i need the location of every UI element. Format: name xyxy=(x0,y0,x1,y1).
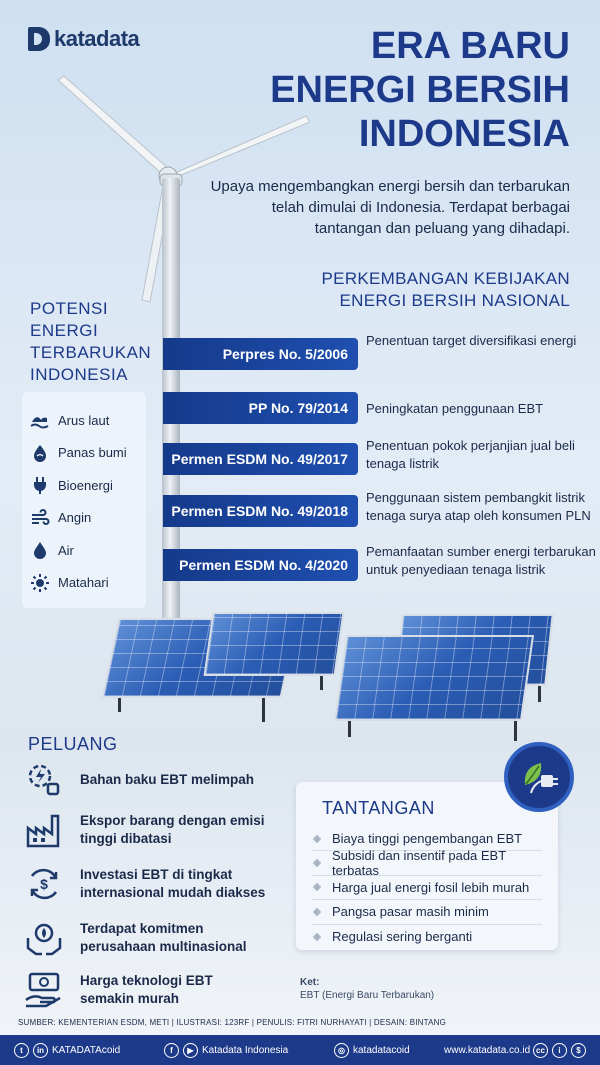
peluang-text: Bahan baku EBT melimpah xyxy=(80,772,255,787)
panel-leg xyxy=(514,721,517,741)
policy-desc: Peningkatan penggunaan EBT xyxy=(366,401,544,416)
money-hand-icon xyxy=(24,970,64,1010)
website-link[interactable] xyxy=(444,1045,530,1056)
license-icons xyxy=(533,1043,586,1058)
eco-plug-badge xyxy=(504,742,574,812)
potensi-item xyxy=(30,469,138,502)
cc-icon: cc xyxy=(533,1043,548,1058)
tantangan-text: Biaya tinggi pengembangan EBT xyxy=(332,831,523,847)
potensi-label: Air xyxy=(58,542,74,558)
policy-desc: Pemanfaatan sumber energi terbarukan untuk penyediaan tenaga listrik xyxy=(366,544,596,577)
peluang-item xyxy=(24,864,284,904)
note-text: EBT (Energi Baru Terbarukan) xyxy=(300,990,435,1001)
tantangan-item xyxy=(312,900,542,924)
potensi-item xyxy=(30,404,138,437)
policy-tag: Perpres No. 5/2006 xyxy=(163,338,358,370)
note xyxy=(300,976,434,1002)
policy-tag: Permen ESDM No. 49/2018 xyxy=(163,495,358,527)
footer-bar xyxy=(0,1035,600,1065)
panel-leg xyxy=(538,686,541,702)
peluang-item xyxy=(24,970,284,1010)
bullet-icon xyxy=(313,883,321,891)
social-twitter-linkedin[interactable] xyxy=(14,1043,144,1058)
peluang-item xyxy=(24,810,284,850)
youtube-icon: ▶ xyxy=(183,1043,198,1058)
footer-handle-3: katadatacoid xyxy=(353,1044,410,1056)
peluang-text: Ekspor barang dengan emisi tinggi dibatasi xyxy=(80,813,265,846)
katadata-logo-icon xyxy=(28,27,50,51)
potensi-list xyxy=(22,392,146,608)
twitter-icon: t xyxy=(14,1043,29,1058)
geothermal-icon xyxy=(30,443,50,463)
linkedin-icon: in xyxy=(33,1043,48,1058)
title-line-3: INDONESIA xyxy=(358,113,570,155)
potensi-label: Arus laut xyxy=(58,412,110,428)
logo-text: katadata xyxy=(54,26,140,51)
tantangan-text: Pangsa pasar masih minim xyxy=(332,904,489,920)
peluang-text: Harga teknologi EBT semakin murah xyxy=(80,973,213,1006)
credits: SUMBER: KEMENTERIAN ESDM, METI | ILUSTRASI: 123RF | PENULIS: FITRI NURHAYATI | DESAIN: BINTANG xyxy=(18,1018,447,1027)
dollar-cycle-icon xyxy=(24,864,64,904)
bullet-icon xyxy=(313,908,321,916)
tantangan-text: Regulasi sering berganti xyxy=(332,929,473,945)
policy-item xyxy=(163,490,591,529)
factory-icon xyxy=(24,810,64,850)
potensi-label: Bioenergi xyxy=(58,477,113,493)
bullet-icon xyxy=(313,834,321,842)
sun-icon xyxy=(30,573,50,593)
tantangan-item xyxy=(312,848,542,879)
water-drop-icon xyxy=(30,540,50,560)
svg-text:$: $ xyxy=(40,876,48,892)
policy-item xyxy=(163,392,583,426)
instagram-icon: ◎ xyxy=(334,1043,349,1058)
peluang-text: Investasi EBT di tingkat internasional mudah diakses xyxy=(80,867,266,900)
solar-panel xyxy=(204,612,345,676)
footer-website: www.katadata.co.id xyxy=(444,1044,531,1056)
policy-item xyxy=(163,333,583,372)
potensi-label: Angin xyxy=(58,510,92,526)
tantangan-heading: TANTANGAN xyxy=(322,798,435,818)
potensi-label: Matahari xyxy=(58,575,109,591)
peluang-text: Terdapat komitmen perusahaan multinasional xyxy=(80,921,247,954)
policy-tag: Permen ESDM No. 49/2017 xyxy=(163,443,358,475)
policy-tag: Permen ESDM No. 4/2020 xyxy=(163,549,358,581)
title-line-1: ERA BARU xyxy=(370,25,570,67)
panel-leg xyxy=(320,676,323,690)
peluang-heading: PELUANG xyxy=(28,734,118,754)
katadata-logo xyxy=(28,26,139,52)
social-instagram[interactable] xyxy=(334,1043,434,1058)
policy-desc: Penentuan pokok perjanjian jual beli tenaga listrik xyxy=(366,438,575,471)
policy-item xyxy=(163,438,583,477)
tantangan-text: Subsidi dan insentif pada EBT terbatas xyxy=(332,848,506,879)
policy-heading-line-1: PERKEMBANGAN KEBIJAKAN xyxy=(321,269,570,288)
peluang-item xyxy=(24,918,284,958)
tantangan-text: Harga jual energi fosil lebih murah xyxy=(332,879,530,895)
potensi-item xyxy=(30,502,138,535)
note-label: Ket: xyxy=(300,977,320,988)
bullet-icon xyxy=(313,933,321,941)
title-line-2: ENERGI BERSIH xyxy=(270,69,570,111)
hands-leaf-icon xyxy=(24,918,64,958)
noncommercial-icon: $ xyxy=(571,1043,586,1058)
tantangan-item xyxy=(312,925,542,949)
wind-icon xyxy=(30,508,50,528)
footer-handle-2: Katadata Indonesia xyxy=(202,1044,289,1056)
footer-handle-1: KATADATAcoid xyxy=(52,1044,121,1056)
policy-heading-line-2: ENERGI BERSIH NASIONAL xyxy=(339,291,570,310)
wave-icon xyxy=(30,410,50,430)
bullet-icon xyxy=(313,859,321,867)
policy-tag: PP No. 79/2014 xyxy=(163,392,358,424)
policy-desc: Penentuan target diversifikasi energi xyxy=(366,333,577,348)
policy-heading xyxy=(270,268,570,312)
potensi-item xyxy=(30,534,138,567)
peluang-item xyxy=(24,760,284,800)
intro-text: Upaya mengembangkan energi bersih dan terbarukan telah dimulai di Indonesia. Terdapat berbagai tantangan dan peluang yang dihadapi. xyxy=(210,178,570,237)
potensi-heading: POTENSI ENERGI TERBARUKAN INDONESIA xyxy=(30,299,152,384)
policy-item xyxy=(163,544,596,583)
panel-leg xyxy=(118,698,121,712)
potensi-item xyxy=(30,437,138,470)
social-facebook-youtube[interactable] xyxy=(164,1043,324,1058)
policy-desc: Penggunaan sistem pembangkit listrik tenaga surya atap oleh konsumen PLN xyxy=(366,490,591,523)
panel-leg xyxy=(262,698,265,722)
plug-icon xyxy=(30,475,50,495)
energy-gear-icon xyxy=(24,760,64,800)
attribution-icon: i xyxy=(552,1043,567,1058)
leaf-plug-icon xyxy=(517,755,561,799)
solar-panel xyxy=(334,635,534,721)
panel-leg xyxy=(348,721,351,737)
potensi-label: Panas bumi xyxy=(58,445,127,461)
tantangan-box xyxy=(296,782,558,950)
facebook-icon: f xyxy=(164,1043,179,1058)
tantangan-item xyxy=(312,876,542,900)
potensi-item xyxy=(30,567,138,600)
